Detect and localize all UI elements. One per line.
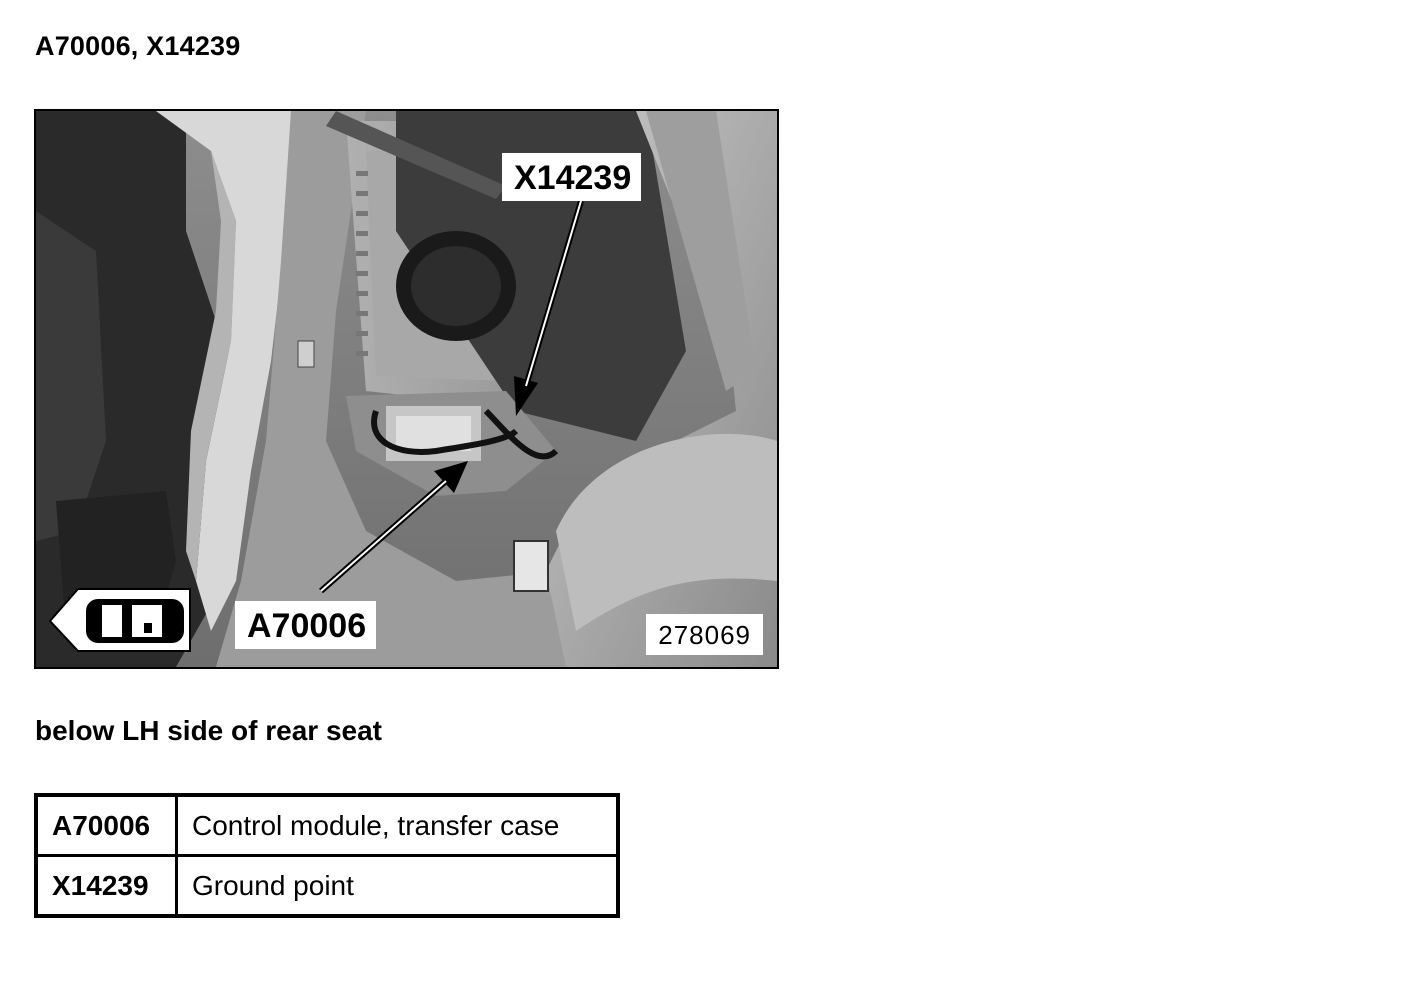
table-row: [36, 856, 618, 917]
component-code: A70006: [36, 795, 177, 856]
vehicle-top-view-icon: [50, 589, 190, 651]
table-row: [36, 795, 618, 856]
component-legend-table: [34, 793, 620, 918]
page-title: A70006, X14239: [35, 31, 241, 61]
callout-x14239: X14239: [502, 153, 641, 201]
component-code: X14239: [36, 856, 177, 917]
component-description: Ground point: [177, 856, 619, 917]
location-caption: below LH side of rear seat: [35, 715, 382, 746]
callout-a70006: A70006: [235, 601, 376, 649]
location-photo: [34, 109, 779, 669]
component-description: Control module, transfer case: [177, 795, 619, 856]
photo-illustration: [36, 111, 777, 667]
figure-number: 278069: [646, 614, 763, 655]
